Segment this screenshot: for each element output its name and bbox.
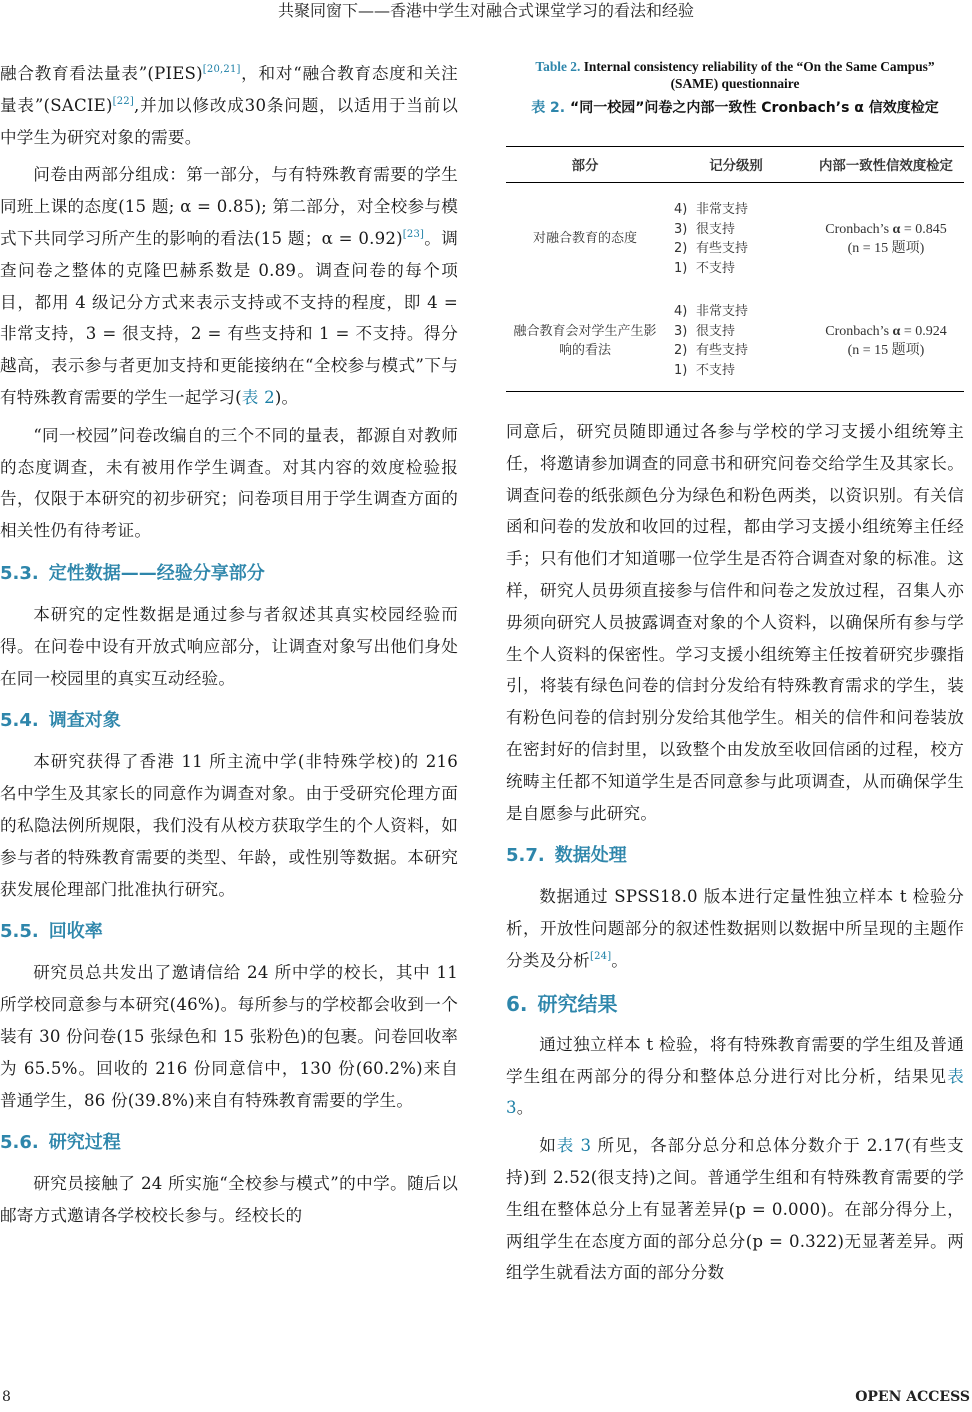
scale-item: 2) 有些支持 [674, 241, 749, 256]
paragraph: 研究员接触了 24 所实施“全校参与模式”的中学。随后以邮寄方式邀请各学校校长参与。经校长的 [0, 1174, 458, 1226]
section-number: 5.6. [0, 1132, 39, 1154]
section-title: 研究过程 [48, 1132, 121, 1154]
table-caption-zh [506, 98, 964, 118]
section-title: 回收率 [48, 921, 103, 943]
paragraph: 研究员总共发出了邀请信给 24 所中学的校长，其中 11 所学校同意参与本研究(46%)。每所参与的学校都会收到一个装有 30 份问卷(15 张绿色和 15 张粉色)的包裹。问卷回收率为 65.5%。回收的 216 份同意信中，130 份(60.2%)来自普通学生，86 份(39.8%)来自有特殊教育需要的学生。 [0, 963, 458, 1110]
scale-cell [664, 291, 808, 392]
section-heading [0, 706, 458, 736]
table-header-row [506, 147, 964, 183]
table-label: Table 2. [535, 59, 581, 74]
text: 所见，各部分总分和总体分数介于 2.17(有些支持)到 2.52(很支持)之间。普通学生组和有特殊教育需要的学生组在整体总分上有显著差异(p = 0.000)。在部分得分上，两组学生在态度方面的部分总分(p = 0.322)无显著差异。两组学生就看法方面的部分分数 [506, 1136, 964, 1283]
text: 。调查问卷之整体的克隆巴赫系数是 0.89。调查问卷的每个项目，都用 4 级记分方式来表示支持或不支持的程度，即 4 = 非常支持，3 = 很支持，2 = 有些支持和 1 = 不支持。得分越高，表示参与者更加支持和更能接纳在“全校参与模式”下与有特殊教育需要的学生一起学习( [0, 228, 458, 407]
section-title: 研究结果 [537, 991, 618, 1016]
section-title: 数据处理 [554, 845, 627, 867]
table-link[interactable]: 表 3 [556, 1136, 592, 1156]
text: 融合教育看法量表”(PIES) [0, 64, 203, 83]
paragraph: 同意后，研究员随即通过各参与学校的学习支援小组统筹主任，将邀请参加调查的同意书和研究问卷交给学生及其家长。调查问卷的纸张颜色分为绿色和粉色两类，以资识别。有关信函和问卷的发放和收回的过程，都由学习支援小组统筹主任经手；只有他们才知道哪一位学生是否符合调查对象的标准。这样，研究人员毋须直接参与信件和问卷之发放过程，召集人亦毋须向研究人员披露调查对象的个人资料，以确保所有参与学生个人资料的保密性。学习支援小组统筹主任按着研究步骤指引，将装有绿色问卷的信封分发给有特殊教育需求的学生，装有粉色问卷的信封别分发给其他学生。相关的信件和问卷装放在密封好的信封里，以致整个由发放至收回信函的过程，校方统畴主任都不知道学生是否同意参与此项调查，从而确保学生是自愿参与此研究。 [506, 422, 964, 823]
page-number: 8 [2, 1389, 11, 1405]
citation-link[interactable]: [22] [112, 95, 134, 107]
item-count: (n = 15 题项) [847, 343, 925, 358]
scale-item: 2) 有些支持 [674, 343, 749, 358]
reliability-cell [808, 183, 964, 292]
section-number: 5.5. [0, 921, 39, 943]
item-count: (n = 15 题项) [847, 241, 925, 256]
paragraph: 本研究的定性数据是通过参与者叙述其真实校园经验而得。在问卷中设有开放式响应部分，让调查对象写出他们身处在同一校园里的真实互动经验。 [0, 604, 458, 688]
paragraph [506, 1130, 964, 1289]
section-heading [506, 989, 964, 1019]
text: )。 [274, 387, 299, 407]
paragraph: “同一校园”问卷改编自的三个不同的量表，都源自对教师的态度调查，未有被用作学生调查。对其内容的效度检验报告，仅限于本研究的初步研究；问卷项目用于学生调查方面的相关性仍有待考证。 [0, 425, 458, 541]
text: 如 [539, 1136, 557, 1156]
section-heading [0, 917, 458, 947]
reliability-table [506, 146, 964, 392]
left-column [0, 58, 458, 1238]
table-row [506, 183, 964, 292]
paragraph: 本研究获得了香港 11 所主流中学(非特殊学校)的 216 名中学生及其家长的同意作为调查对象。由于受研究伦理方面的私隐法例所规限，我们没有从校方获取学生的个人资料，如参与者的特殊教育需要的类型、年龄，或性别等数据。本研究获发展伦理部门批准执行研究。 [0, 752, 458, 899]
table-label: 表 2. [531, 100, 566, 116]
open-access-label: OPEN ACCESS [855, 1389, 970, 1405]
text: 通过独立样本 t 检验，将有特殊教育需要的学生组及普通学生组在两部分的得分和整体总分进行对比分析，结果见 [506, 1034, 964, 1086]
text: 。 [516, 1098, 534, 1118]
table-link[interactable]: 表 2 [241, 387, 275, 407]
paragraph [0, 159, 458, 413]
scale-item: 3) 很支持 [674, 323, 736, 339]
column-header: 记分级别 [664, 147, 808, 183]
scale-item: 4) 非常支持 [674, 304, 749, 319]
scale-item: 3) 很支持 [674, 221, 736, 237]
section-heading [0, 1128, 458, 1158]
right-column [506, 58, 964, 1295]
scale-item: 1) 不支持 [674, 260, 736, 276]
caption-text: Internal consistency reliability of the “On the Same Campus” (SAME) questionnaire [583, 59, 935, 91]
column-header: 内部一致性信效度检定 [808, 147, 964, 183]
section-title: 调查对象 [48, 710, 121, 732]
text: 。 [611, 950, 629, 970]
text: ,并加以修改成30条问题，以适用于当前以中学生为研究对象的需要。 [0, 95, 458, 147]
caption-text: “同一校园”问卷之内部一致性 Cronbach’s α 信效度检定 [570, 100, 939, 116]
text: 数据通过 SPSS18.0 版本进行定量性独立样本 t 检验分析，开放性问题部分的叙述性数据则以数据中所呈现的主题作分类及分析 [506, 887, 964, 970]
alpha-value: Cronbach’s α = 0.845 [825, 221, 947, 237]
part-cell: 融合教育会对学生产生影响的看法 [506, 291, 664, 392]
alpha-value: Cronbach’s α = 0.924 [825, 323, 947, 339]
section-number: 6. [506, 991, 528, 1016]
running-header: 共聚同窗下——香港中学生对融合式课堂学习的看法和经验 [277, 1, 694, 20]
paragraph [0, 58, 458, 153]
section-heading [0, 559, 458, 589]
citation-link[interactable]: [20,21] [202, 64, 241, 75]
table-row [506, 291, 964, 392]
column-header: 部分 [506, 147, 664, 183]
section-number: 5.7. [506, 845, 545, 867]
text: 问卷由两部分组成：第一部分，与有特殊教育需要的学生同班上课的态度(15 题; α = 0.85); 第二部分，对全校参与模式下共同学习所产生的影响的看法(15 题；α = 0.92) [0, 165, 458, 248]
table-link[interactable]: 表 3 [506, 1066, 964, 1118]
reliability-cell [808, 291, 964, 392]
scale-cell [664, 183, 808, 292]
text: ，和对“融合教育态度和关注量表”(SACIE) [0, 64, 458, 115]
section-number: 5.4. [0, 710, 39, 732]
table-caption-en [520, 58, 950, 92]
section-title: 定性数据——经验分享部分 [48, 562, 265, 584]
part-cell: 对融合教育的态度 [532, 231, 637, 247]
scale-item: 1) 不支持 [674, 362, 736, 378]
section-number: 5.3. [0, 562, 39, 584]
citation-link[interactable]: [23] [402, 228, 425, 240]
paragraph [506, 1029, 964, 1124]
paragraph [506, 881, 964, 976]
scale-item: 4) 非常支持 [674, 202, 749, 217]
citation-link[interactable]: [24] [589, 950, 612, 962]
section-heading [506, 841, 964, 871]
